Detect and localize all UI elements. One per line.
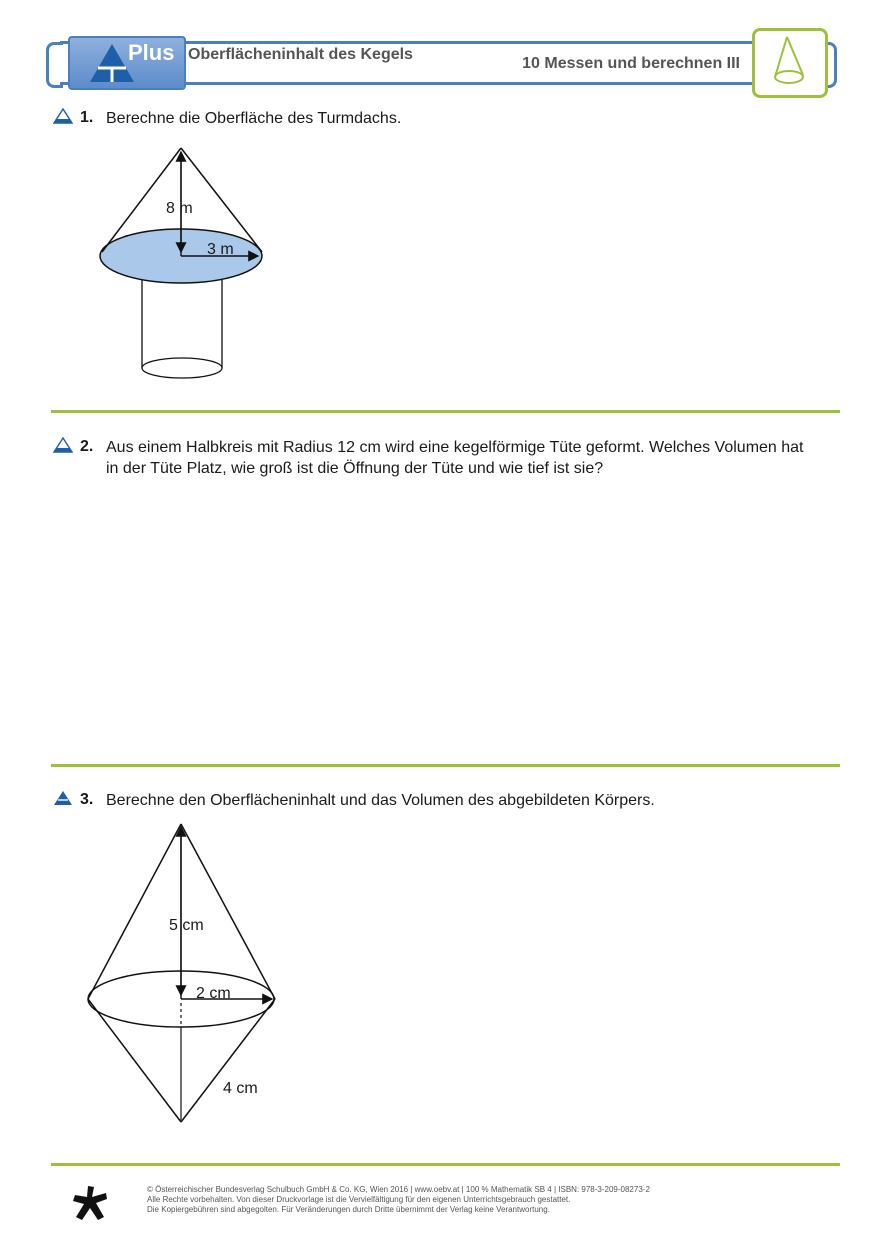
page-title: Oberflächeninhalt des Kegels xyxy=(188,46,413,63)
height-label: 8 m xyxy=(166,200,193,217)
tower-roof-figure xyxy=(90,140,280,390)
task-text: Berechne die Oberfläche des Turmdachs. xyxy=(106,110,402,127)
publisher-logo-icon xyxy=(70,1183,110,1223)
slant-label: 4 cm xyxy=(223,1080,258,1097)
cone-badge xyxy=(752,28,828,98)
separator-line xyxy=(51,410,840,413)
footer-line: Die Kopiergebühren sind abgegolten. Für Veränderungen durch Dritte übernimmt der Verlag keine Verantwortung. xyxy=(147,1205,550,1214)
plus-logo xyxy=(68,36,186,90)
separator-line xyxy=(51,1163,840,1166)
task-number: 2. xyxy=(80,438,94,455)
chapter-title: 10 Messen und berechnen III xyxy=(522,55,740,72)
difficulty-triangle-icon xyxy=(53,790,73,806)
radius-label: 3 m xyxy=(207,241,234,258)
separator-line xyxy=(51,764,840,767)
task-text: Aus einem Halbkreis mit Radius 12 cm wird eine kegelförmige Tüte geformt. Welches Volumen hat in der Tüte Platz, wie groß ist die Öffnung der Tüte und wie tief ist sie? xyxy=(106,439,804,477)
height-label: 5 cm xyxy=(169,917,204,934)
task-text: Berechne den Oberflächeninhalt und das Volumen des abgebildeten Körpers. xyxy=(106,792,655,809)
double-cone-figure xyxy=(80,815,290,1135)
footer-line: © Österreichischer Bundesverlag Schulbuch GmbH & Co. KG, Wien 2016 | www.oebv.at | 100 % Mathematik SB 4 | ISBN: 978-3-209-08273-2 xyxy=(147,1185,650,1194)
difficulty-triangle-icon xyxy=(53,108,73,124)
copyright-notice xyxy=(147,1185,827,1215)
logo-label: Plus xyxy=(128,40,175,65)
task-number: 3. xyxy=(80,791,94,808)
footer-line: Alle Rechte vorbehalten. Von dieser Druckvorlage ist die Vervielfältigung für den eigenen Unterrichtsgebrauch gestattet. xyxy=(147,1195,571,1204)
radius-label: 2 cm xyxy=(196,985,231,1002)
difficulty-triangle-icon xyxy=(53,437,73,453)
task-number: 1. xyxy=(80,109,94,126)
cone-icon xyxy=(765,33,815,91)
